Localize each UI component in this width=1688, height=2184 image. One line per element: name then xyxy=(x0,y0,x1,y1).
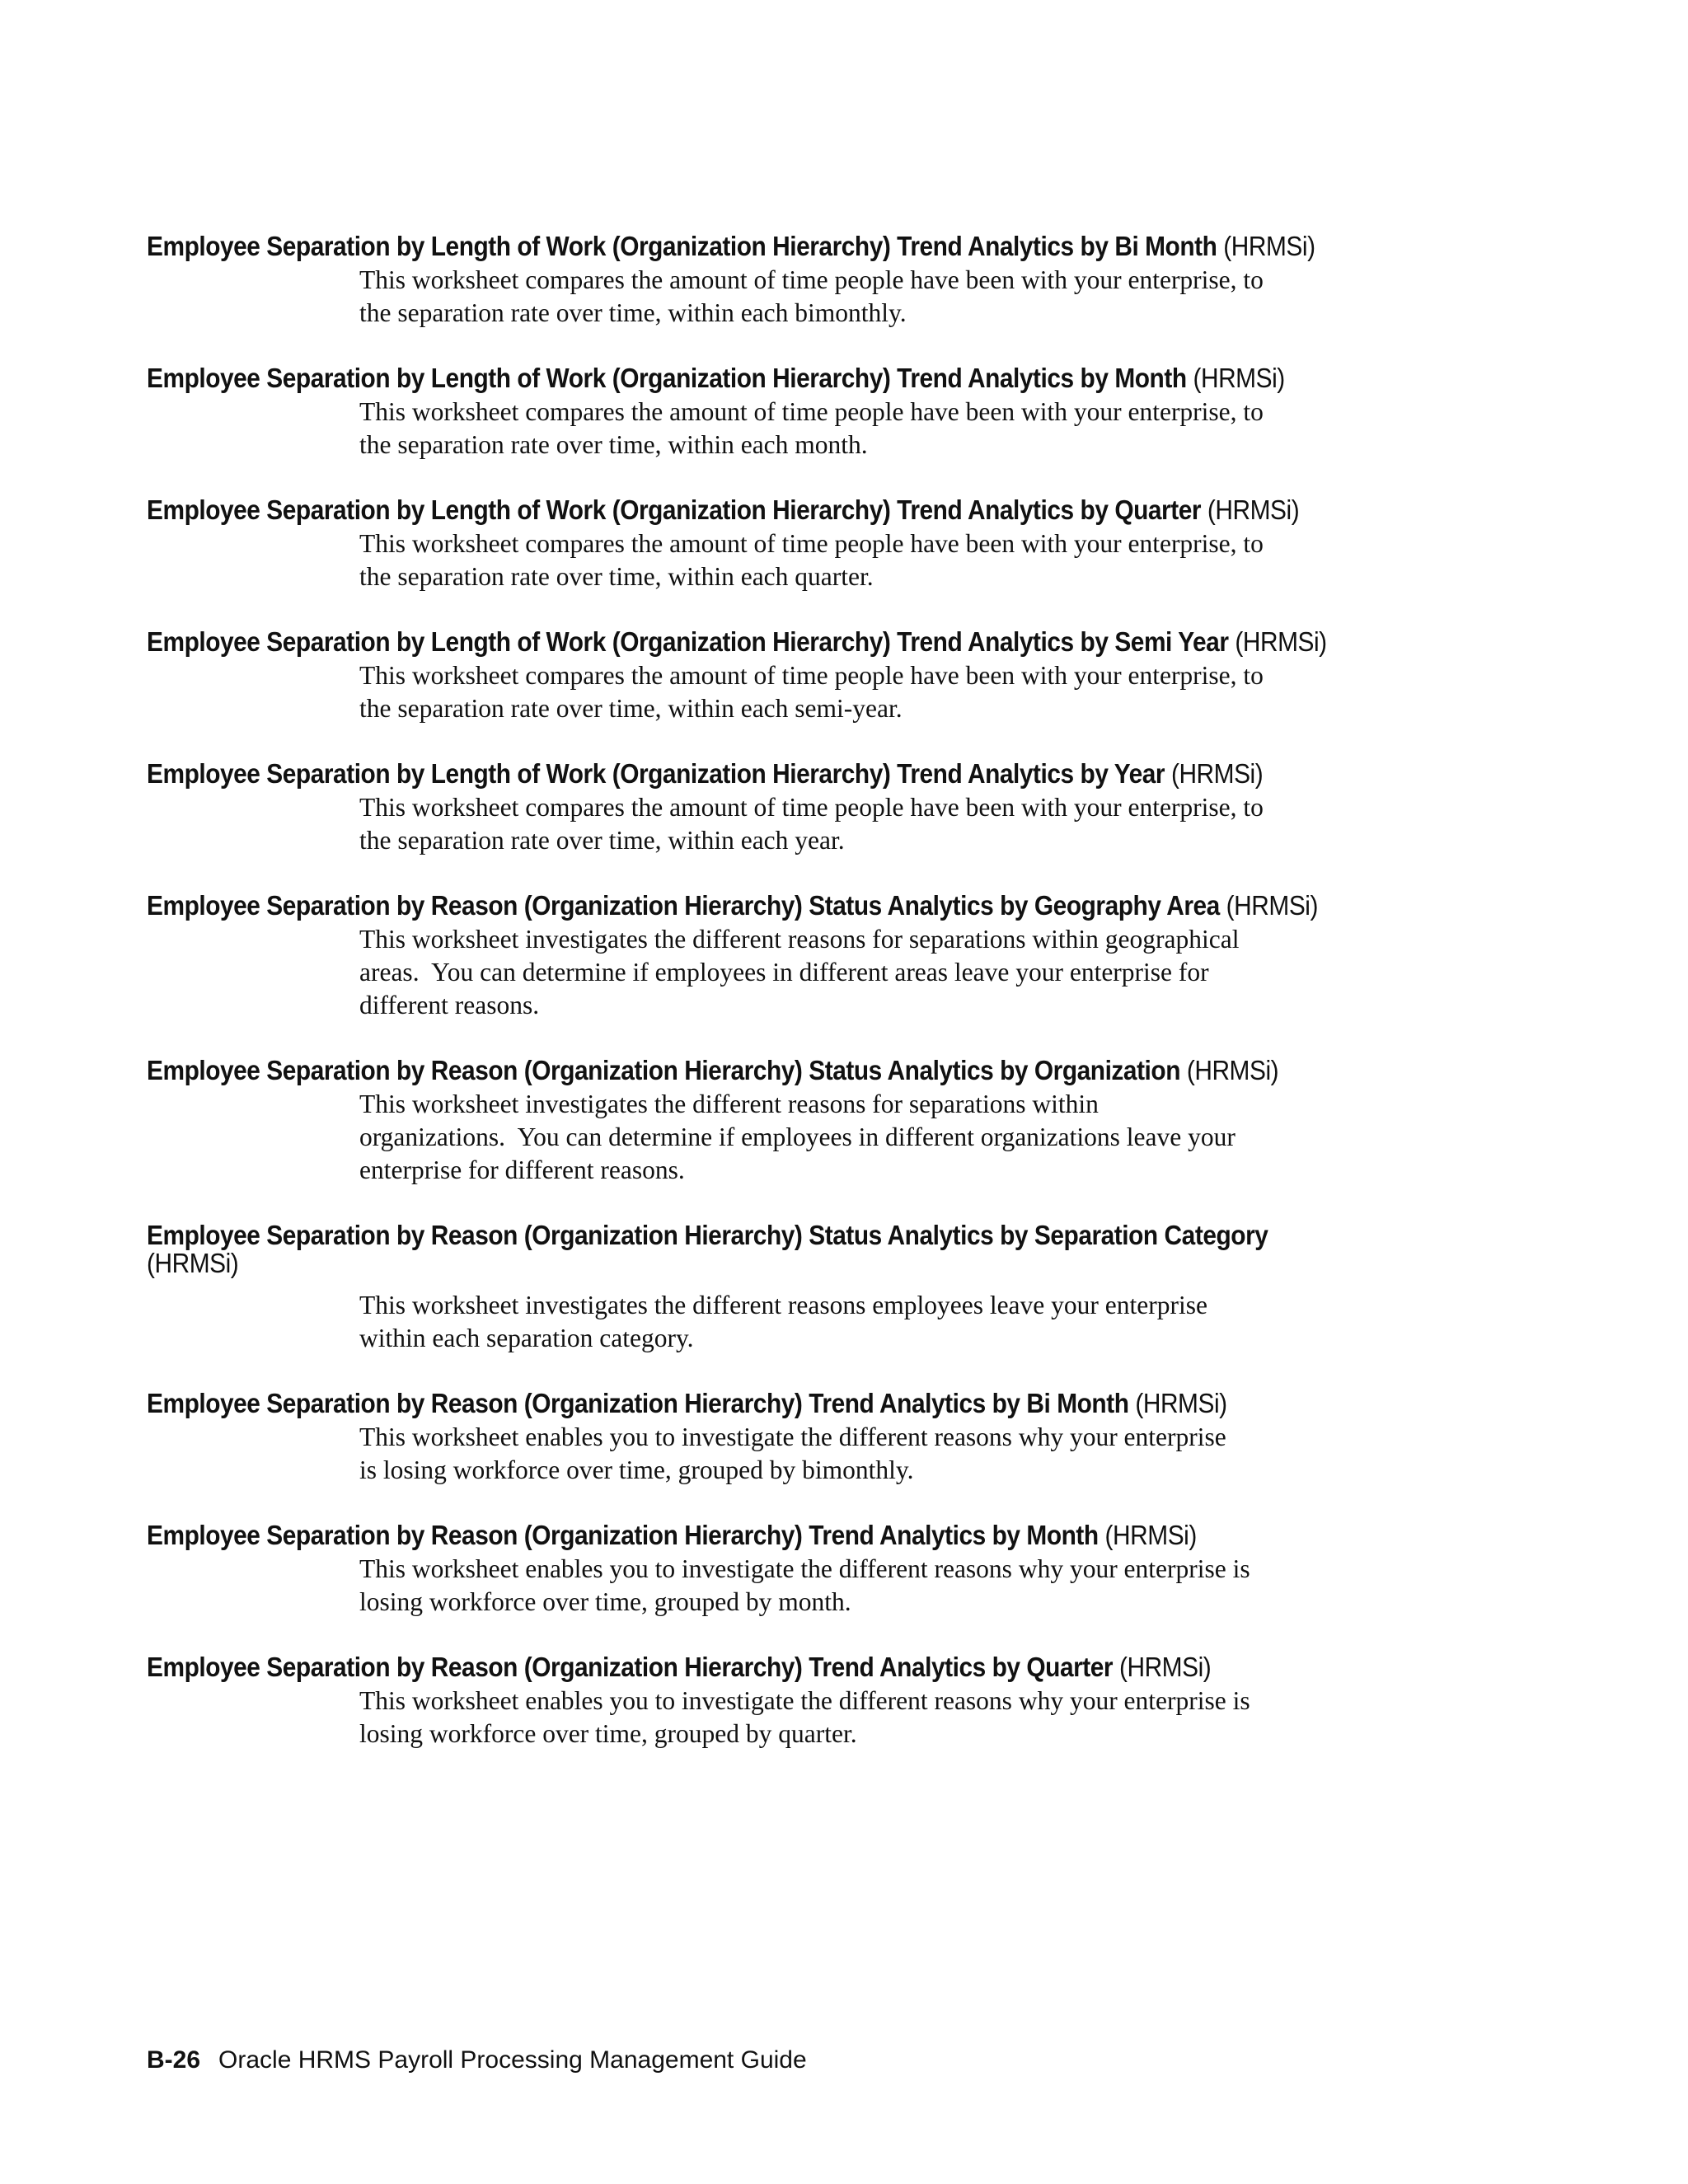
worksheet-title xyxy=(147,364,1430,392)
worksheet-title xyxy=(147,232,1430,260)
worksheet-description xyxy=(359,264,1423,330)
worksheet-name: Employee Separation by Length of Work (Organization Hierarchy) Trend Analytics by Quarter xyxy=(147,494,1202,525)
worksheet-description xyxy=(359,1421,1423,1487)
worksheet-title xyxy=(147,1653,1430,1681)
product-tag: (HRMSi) xyxy=(147,1248,239,1278)
worksheet-entry xyxy=(147,1221,1432,1355)
worksheet-name: Employee Separation by Reason (Organization Hierarchy) Trend Analytics by Bi Month xyxy=(147,1388,1129,1418)
worksheet-entry xyxy=(147,1390,1432,1487)
worksheet-description xyxy=(359,791,1423,857)
worksheet-entry xyxy=(147,364,1432,462)
worksheet-name: Employee Separation by Length of Work (Organization Hierarchy) Trend Analytics by Semi Year xyxy=(147,626,1229,657)
worksheet-name: Employee Separation by Reason (Organization Hierarchy) Trend Analytics by Quarter xyxy=(147,1652,1114,1682)
worksheet-entry xyxy=(147,628,1432,725)
worksheet-name: Employee Separation by Reason (Organization Hierarchy) Status Analytics by Geography Area xyxy=(147,890,1220,921)
description-line: This worksheet investigates the different reasons for separations within geographical xyxy=(359,925,1240,954)
description-line: This worksheet investigates the different reasons for separations within xyxy=(359,1090,1099,1118)
footer-page-number: B-26 xyxy=(147,2046,201,2074)
description-line: organizations. You can determine if employees in different organizations leave your xyxy=(359,1122,1236,1151)
product-tag: (HRMSi) xyxy=(1235,626,1327,657)
worksheet-title xyxy=(147,760,1430,788)
worksheet-entry xyxy=(147,1057,1432,1187)
description-line: This worksheet enables you to investigate the different reasons why your enterprise is xyxy=(359,1554,1250,1583)
worksheet-title xyxy=(147,1390,1430,1418)
worksheet-title xyxy=(147,1221,1430,1277)
worksheet-name: Employee Separation by Length of Work (Organization Hierarchy) Trend Analytics by Bi Month xyxy=(147,231,1217,261)
page-footer xyxy=(147,2046,807,2074)
product-tag: (HRMSi) xyxy=(1118,1652,1212,1682)
description-line: the separation rate over time, within each semi-year. xyxy=(359,694,903,723)
description-line: the separation rate over time, within each year. xyxy=(359,826,845,855)
worksheet-name: Employee Separation by Reason (Organization Hierarchy) Status Analytics by Separation Category xyxy=(147,1220,1268,1250)
worksheet-description xyxy=(359,396,1423,462)
description-line: the separation rate over time, within each quarter. xyxy=(359,562,874,591)
description-line: This worksheet enables you to investigate the different reasons why your enterprise xyxy=(359,1422,1226,1451)
product-tag: (HRMSi) xyxy=(1207,494,1300,525)
worksheet-entry xyxy=(147,1653,1432,1750)
footer-book-title: Oracle HRMS Payroll Processing Management Guide xyxy=(218,2046,807,2074)
description-line: losing workforce over time, grouped by quarter. xyxy=(359,1719,857,1748)
description-line: areas. You can determine if employees in different areas leave your enterprise for xyxy=(359,958,1209,987)
description-line: is losing workforce over time, grouped by bimonthly. xyxy=(359,1455,914,1484)
description-line: enterprise for different reasons. xyxy=(359,1155,685,1184)
worksheet-entry-list xyxy=(147,198,1432,1750)
product-tag: (HRMSi) xyxy=(1193,363,1285,393)
worksheet-title xyxy=(147,1057,1430,1085)
product-tag: (HRMSi) xyxy=(1170,758,1264,789)
description-line: the separation rate over time, within each bimonthly. xyxy=(359,298,907,327)
worksheet-entry xyxy=(147,496,1432,593)
description-line: This worksheet compares the amount of time people have been with your enterprise, to xyxy=(359,661,1264,690)
worksheet-description xyxy=(359,1289,1423,1355)
description-line: the separation rate over time, within each month. xyxy=(359,430,868,459)
worksheet-title xyxy=(147,496,1430,524)
description-line: This worksheet enables you to investigate the different reasons why your enterprise is xyxy=(359,1686,1250,1715)
worksheet-title xyxy=(147,628,1430,656)
description-line: This worksheet compares the amount of time people have been with your enterprise, to xyxy=(359,529,1264,558)
worksheet-description xyxy=(359,1685,1423,1750)
worksheet-description xyxy=(359,527,1423,593)
worksheet-description xyxy=(359,1553,1423,1619)
worksheet-name: Employee Separation by Length of Work (Organization Hierarchy) Trend Analytics by Year xyxy=(147,758,1165,789)
worksheet-name: Employee Separation by Reason (Organization Hierarchy) Status Analytics by Organization xyxy=(147,1055,1180,1085)
description-line: within each separation category. xyxy=(359,1324,694,1352)
worksheet-title xyxy=(147,1521,1430,1549)
product-tag: (HRMSi) xyxy=(1223,231,1315,261)
worksheet-entry xyxy=(147,892,1432,1022)
worksheet-name: Employee Separation by Length of Work (Organization Hierarchy) Trend Analytics by Month xyxy=(147,363,1187,393)
product-tag: (HRMSi) xyxy=(1186,1055,1279,1085)
worksheet-description xyxy=(359,659,1423,725)
product-tag: (HRMSi) xyxy=(1135,1388,1227,1418)
product-tag: (HRMSi) xyxy=(1226,890,1318,921)
worksheet-name: Employee Separation by Reason (Organization Hierarchy) Trend Analytics by Month xyxy=(147,1520,1099,1550)
description-line: different reasons. xyxy=(359,991,540,1019)
description-line: This worksheet compares the amount of time people have been with your enterprise, to xyxy=(359,793,1264,822)
worksheet-entry xyxy=(147,760,1432,857)
worksheet-description xyxy=(359,1088,1423,1187)
worksheet-description xyxy=(359,923,1423,1022)
description-line: losing workforce over time, grouped by month. xyxy=(359,1587,851,1616)
worksheet-title xyxy=(147,892,1430,920)
description-line: This worksheet compares the amount of time people have been with your enterprise, to xyxy=(359,397,1264,426)
worksheet-entry xyxy=(147,232,1432,330)
description-line: This worksheet investigates the different reasons employees leave your enterprise xyxy=(359,1291,1207,1319)
description-line: This worksheet compares the amount of time people have been with your enterprise, to xyxy=(359,265,1264,294)
worksheet-entry xyxy=(147,1521,1432,1619)
product-tag: (HRMSi) xyxy=(1104,1520,1197,1550)
